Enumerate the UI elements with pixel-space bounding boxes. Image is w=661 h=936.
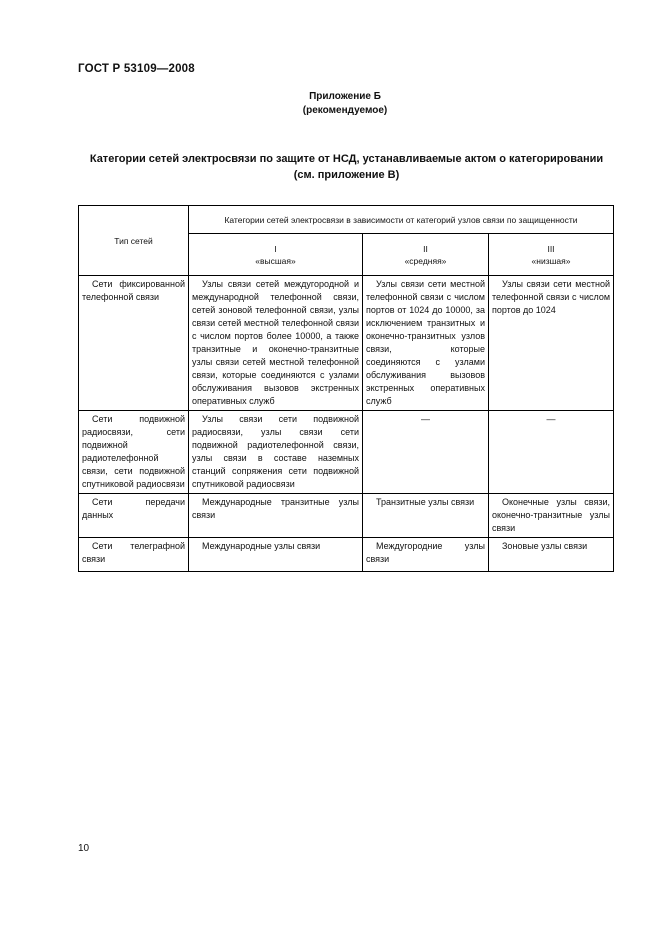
cat-2-name: «средняя» [404,255,447,266]
appendix-label: Приложение Б [309,91,381,102]
appendix-note: (рекомендуемое) [302,105,388,116]
table-row-mobile-radio [79,411,614,494]
cat-header-2 [363,234,489,276]
cat-1-number: I [274,243,277,254]
document-title-note: (см. приложение В) [293,169,400,181]
cell-row1-cat1: Узлы связи сети подвижной радиосвязи, узлы связи сети подвижной радиотелефонной связи, узлы связи в составе наземных станций сопряжения сети подвижной спутниковой радиосвязи [189,411,363,494]
cat-1-name: «высшая» [255,255,296,266]
appendix-block [30,90,660,118]
cell-row3-type: Сети телеграфной связи [79,538,189,572]
cell-row1-cat2: — [363,411,489,494]
cell-row0-cat3: Узлы связи сети местной телефонной связи с числом портов до 1024 [489,276,614,411]
cat-2-number: II [423,243,428,254]
cat-3-number: III [547,243,555,254]
cell-row3-cat2: Междугородние узлы связи [363,538,489,572]
cat-3-name: «низшая» [531,255,571,266]
document-title-block [32,151,661,183]
cell-row1-type: Сети подвижной радиосвязи, сети подвижной радиотелефонной связи, сети подвижной спутниковой радиосвязи [79,411,189,494]
span-header-cell: Категории сетей электросвязи в зависимости от категорий узлов связи по защищенности [189,206,614,234]
cell-row0-cat2: Узлы связи сети местной телефонной связи с числом портов от 1024 до 10000, за исключением транзитных и оконечно-транзитных узлов связи, которые соединяются с узлами обслуживания вызовов экстренных оперативных служб [363,276,489,411]
cell-row1-cat3: — [489,411,614,494]
categories-table [78,205,614,572]
type-header-cell: Тип сетей [79,206,189,276]
table-row-data-networks [79,494,614,538]
cat-header-3 [489,234,614,276]
cell-row2-type: Сети передачи данных [79,494,189,538]
table-row-telegraph [79,538,614,572]
page-number: 10 [78,843,90,854]
doc-number: ГОСТ Р 53109—2008 [78,63,195,75]
cell-row0-type: Сети фиксированной телефонной связи [79,276,189,411]
cell-row2-cat3: Оконечные узлы связи, оконечно-транзитные узлы связи [489,494,614,538]
table-row-fixed-telephony [79,276,614,411]
cell-row3-cat1: Международные узлы связи [189,538,363,572]
cell-row3-cat3: Зоновые узлы связи [489,538,614,572]
cell-row2-cat1: Международные транзитные узлы связи [189,494,363,538]
cat-header-1 [189,234,363,276]
cell-row0-cat1: Узлы связи сетей междугородной и международной телефонной связи, сетей зоновой телефонной связи, узлы связи сетей местной телефонной связи с числом портов более 10000, а также транзитные и оконечно-транзитные узлы связи сетей местной телефонной связи, которые соединяются с узлами обслуживания вызовов экстренных оперативных служб [189,276,363,411]
cell-row2-cat2: Транзитные узлы связи [363,494,489,538]
document-title: Категории сетей электросвязи по защите от НСД, устанавливаемые актом о категорировании [89,153,604,165]
